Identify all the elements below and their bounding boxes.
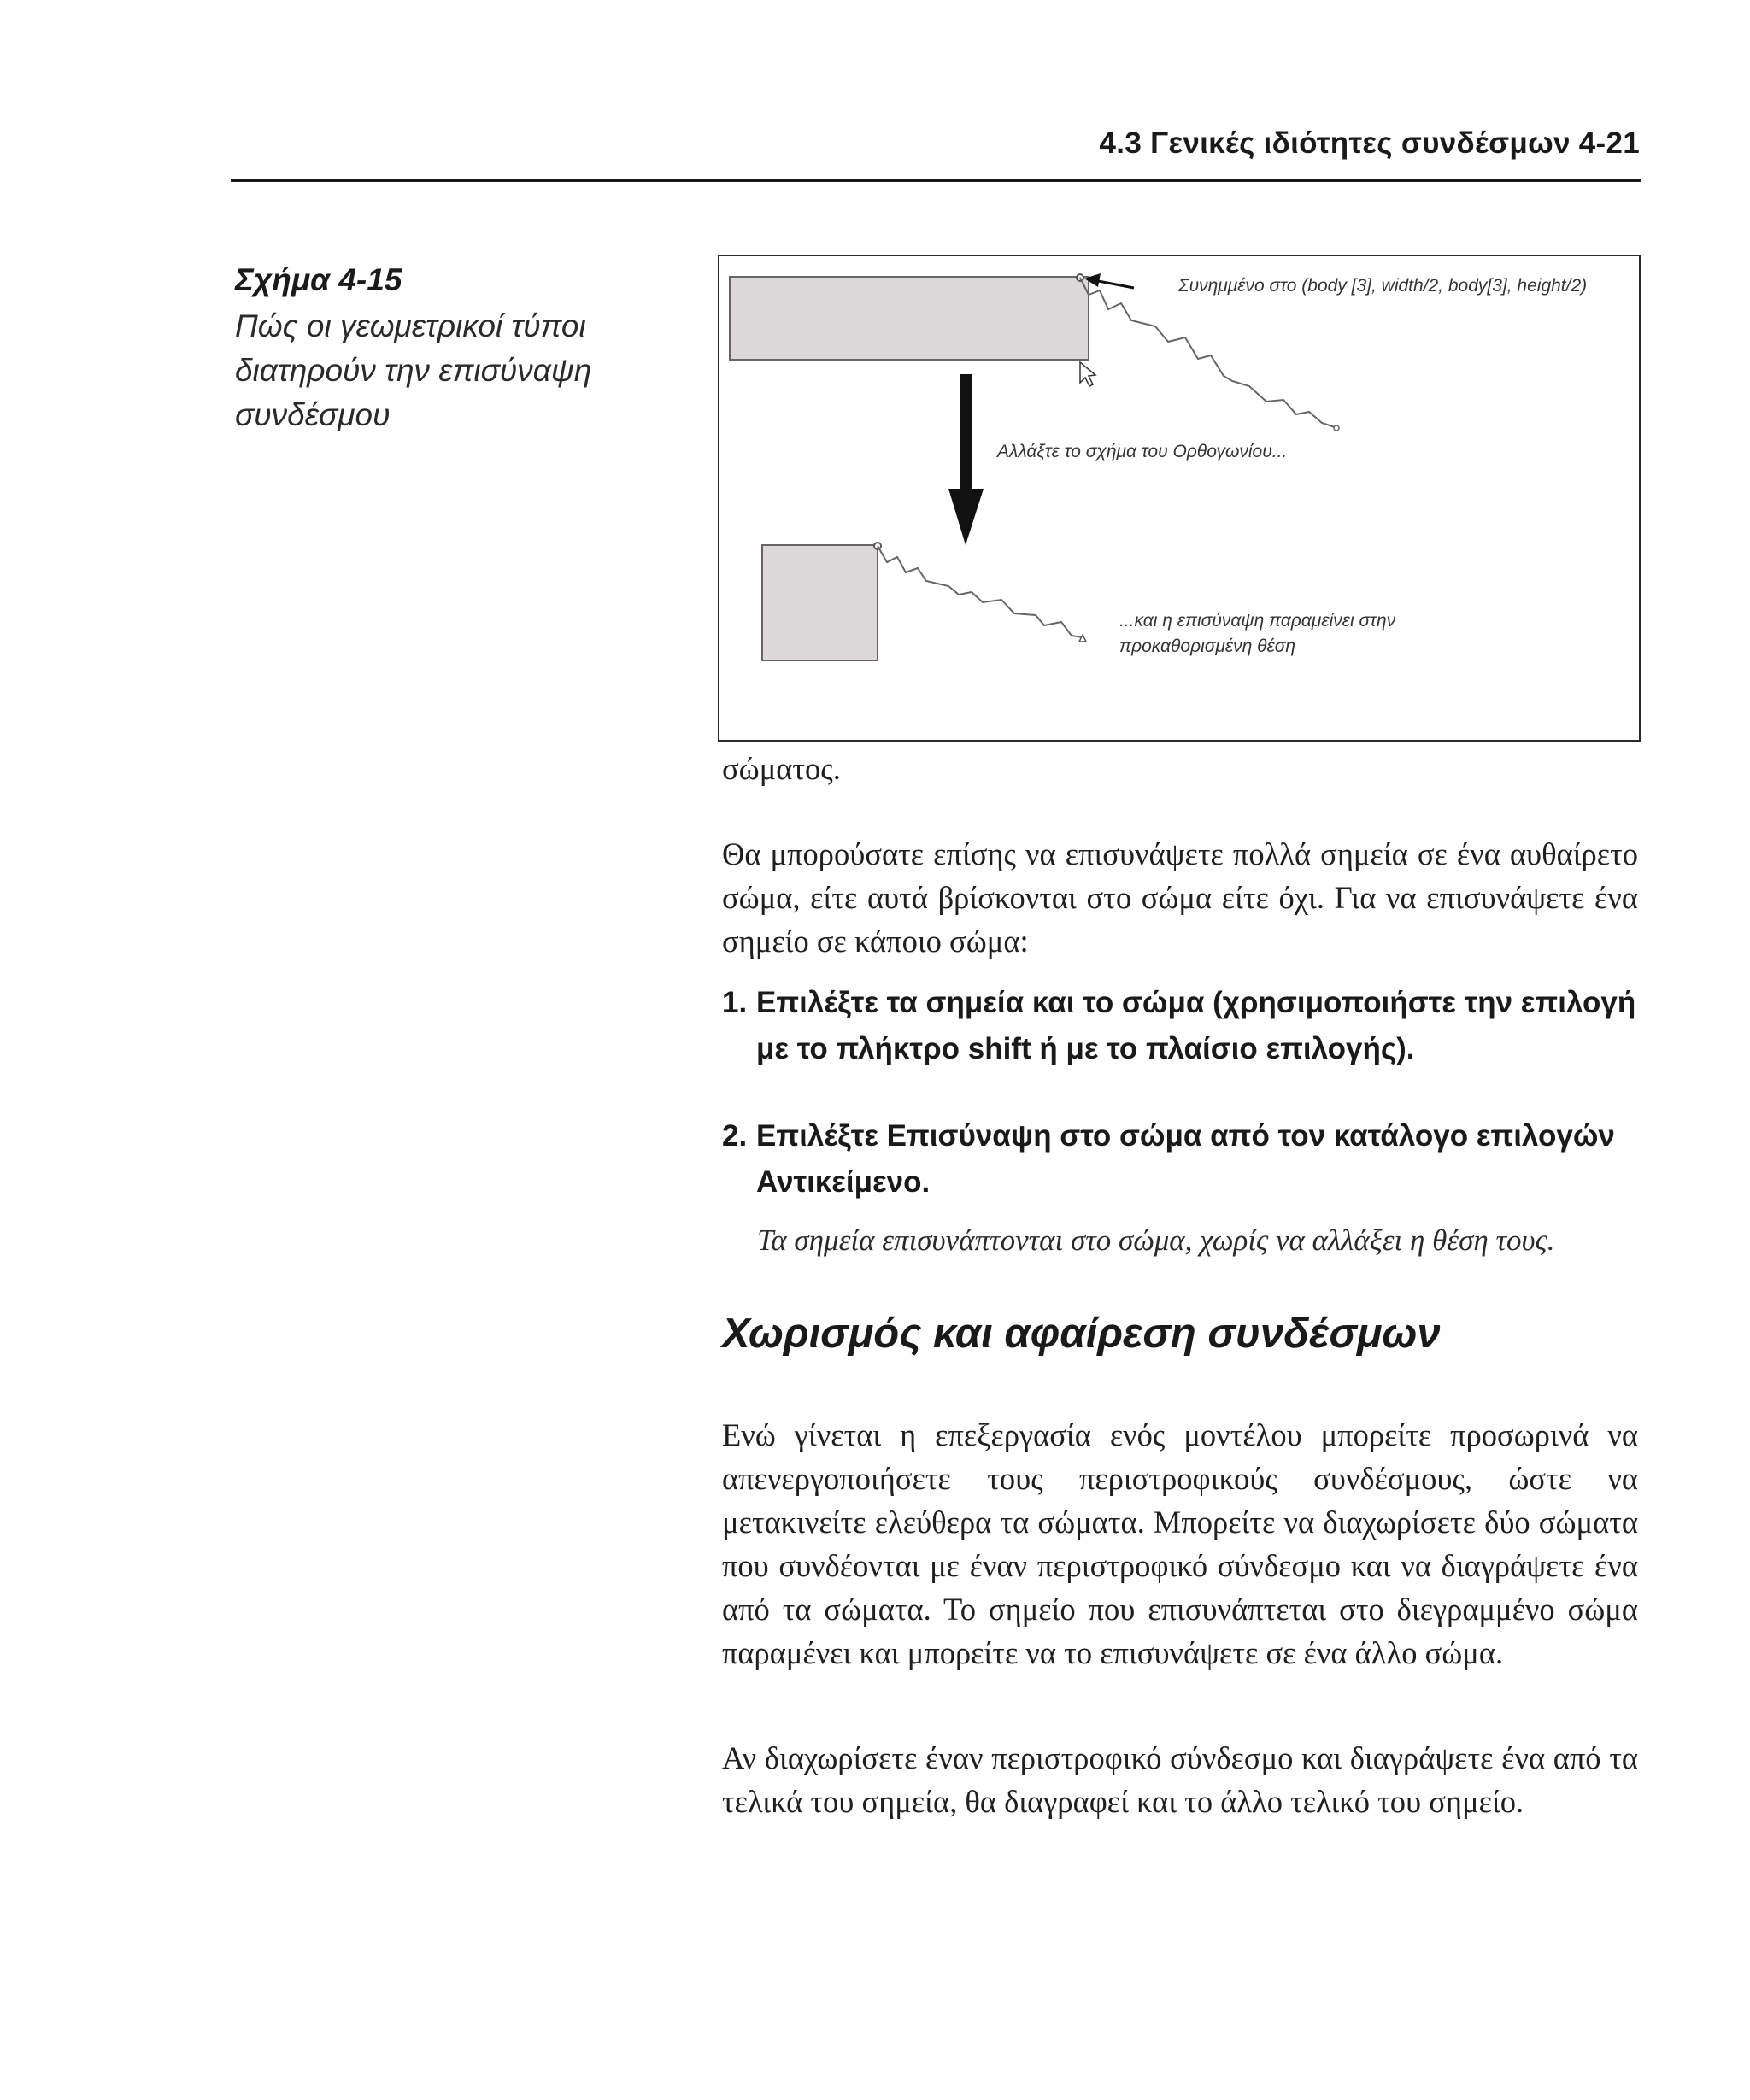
section-heading: Χωρισμός και αφαίρεση συνδέσμων — [722, 1311, 1441, 1357]
paragraph-3: Αν διαχωρίσετε έναν περιστροφικό σύνδεσμο και διαγράψετε ένα από τα τελικά του σημεία, θα διαγραφεί και το άλλο τελικό του σημείο. — [722, 1740, 1638, 1819]
figure-frame — [718, 255, 1641, 742]
callout-arrow-line — [1094, 280, 1134, 288]
caption-line: διατηρούν την επισύναψη — [235, 353, 592, 388]
step-text: Επιλέξτε Επισύναψη στο σώμα από τον κατάλογο επιλογών Αντικείμενο. — [756, 1119, 1615, 1199]
figure-number: Σχήμα 4-15 — [235, 262, 402, 297]
paragraph-1: Θα μπορούσατε επίσης να επισυνάψετε πολλά σημεία σε ένα αυθαίρετο σώμα, είτε αυτά βρίσκονται στο σώμα είτε όχι. Για να επισυνάψετε ένα σημείο σε κάποιο σώμα: — [722, 836, 1638, 959]
link-end-point — [1334, 425, 1339, 431]
figure-caption — [235, 256, 679, 437]
step-number: 2. — [722, 1119, 748, 1153]
rectangle-original — [730, 277, 1089, 360]
step-1 — [722, 980, 1638, 1072]
label-result-line1: ...και η επισύναψη παραμείνει στην — [1119, 611, 1396, 631]
down-arrow-head — [948, 489, 984, 545]
cursor-arrow-icon — [1080, 362, 1095, 386]
paragraph-2: Ενώ γίνεται η επεξεργασία ενός μοντέλου μπορείτε προσωρινά να απενεργοποιήσετε τους περιστροφικούς συνδέσμους, ώστε να μετακινείτε ελεύθερα τα σώματα. Μπορείτε να διαχωρίσετε δύο σώματα που συνδέονται με έναν περιστροφικό σύνδεσμο και να διαγράψετε ένα από τα σώματα. Το σημείο που επισυνάπτεται στο διεγραμμένο σώμα παραμένει και μπορείτε να το επισυνάψετε σε ένα άλλο σώμα. — [722, 1417, 1638, 1670]
link-end-marker-bottom — [1079, 635, 1086, 642]
label-attached: Συνημμένο στο (body [3], width/2, body[3], height/2) — [1178, 276, 1588, 296]
header-rule — [231, 179, 1641, 182]
step-result: Τα σημεία επισυνάπτονται στο σώμα, χωρίς να αλλάξει η θέση τους. — [757, 1223, 1555, 1257]
caption-line: Πώς οι γεωμετρικοί τύποι — [235, 308, 586, 343]
down-arrow-shaft — [960, 374, 972, 494]
step-number: 1. — [722, 986, 748, 1019]
label-change-shape: Αλλάξτε το σχήμα του Ορθογωνίου... — [997, 442, 1288, 461]
caption-line: συνδέσμου — [235, 397, 391, 432]
figure-illustration — [719, 256, 1642, 743]
link-line-bottom — [878, 546, 1083, 637]
rectangle-changed — [762, 545, 878, 660]
step-text: Επιλέξτε τα σημεία και το σώμα (χρησιμοποιήστε την επιλογή με το πλήκτρο shift ή με το πλαίσιο επιλογής). — [756, 986, 1636, 1065]
paragraph-fragment: σώματος. — [722, 751, 841, 786]
step-2 — [722, 1113, 1638, 1205]
label-result-line2: προκαθορισμένη θέση — [1119, 636, 1296, 656]
running-header: 4.3 Γενικές ιδιότητες συνδέσμων 4-21 — [1099, 126, 1640, 160]
link-line-top — [1080, 278, 1335, 427]
